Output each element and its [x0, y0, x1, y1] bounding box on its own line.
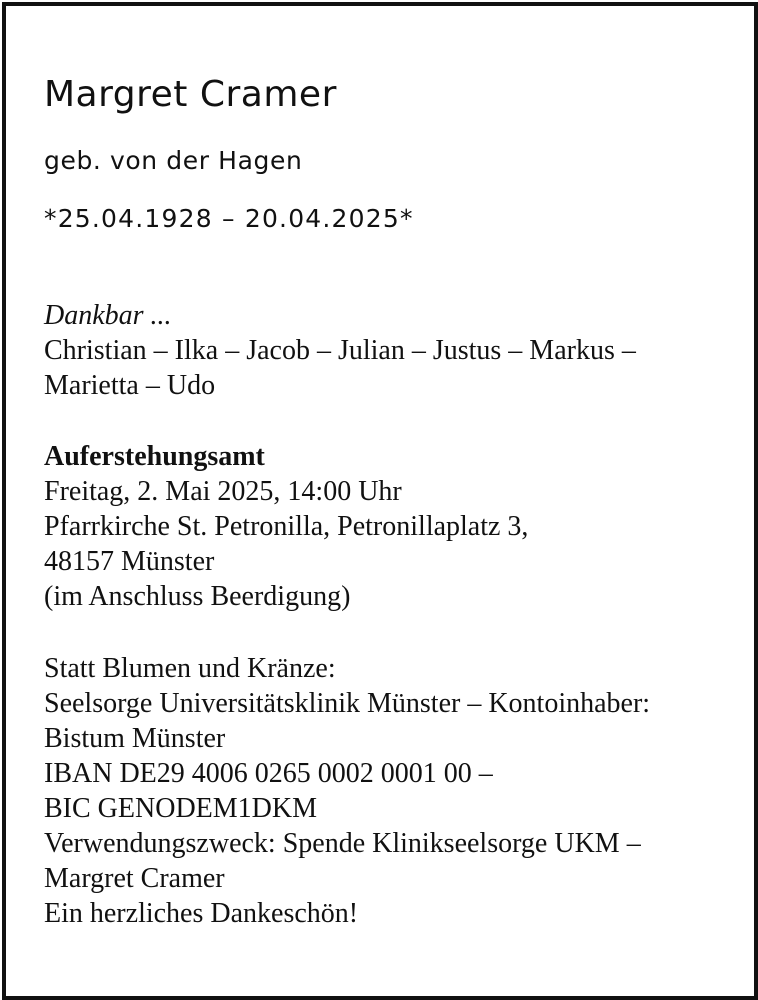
donation-purpose: Verwendungszweck: Spende Klinikseelsorge UKM – [44, 828, 641, 859]
service-title: Auferstehungsamt [44, 441, 265, 472]
service-section [44, 439, 528, 614]
donation-bic: BIC GENODEM1DKM [44, 793, 317, 824]
mourners-line: Marietta – Udo [44, 370, 216, 401]
service-city: 48157 Münster [44, 546, 215, 577]
donation-section [44, 651, 650, 931]
mourners-line: Christian – Ilka – Jacob – Julian – Justus – Markus – [44, 335, 636, 366]
thanks-section [44, 298, 636, 403]
donation-intro: Statt Blumen und Kränze: [44, 653, 336, 684]
service-date: Freitag, 2. Mai 2025, 14:00 Uhr [44, 476, 402, 507]
birth-name: geb. von der Hagen [44, 146, 303, 175]
notice-frame [2, 2, 758, 1000]
closing-thanks: Ein herzliches Dankeschön! [44, 898, 359, 929]
donation-account-holder: Bistum Münster [44, 723, 226, 754]
service-location: Pfarrkirche St. Petronilla, Petronillaplatz 3, [44, 511, 529, 542]
donation-recipient: Seelsorge Universitätsklinik Münster – Kontoinhaber: [44, 688, 651, 719]
donation-purpose-name: Margret Cramer [44, 863, 225, 894]
deceased-name: Margret Cramer [44, 74, 337, 115]
life-dates: *25.04.1928 – 20.04.2025* [44, 204, 414, 233]
service-note: (im Anschluss Beerdigung) [44, 581, 351, 612]
thanks-intro: Dankbar ... [44, 300, 172, 331]
donation-iban: IBAN DE29 4006 0265 0002 0001 00 – [44, 758, 493, 789]
